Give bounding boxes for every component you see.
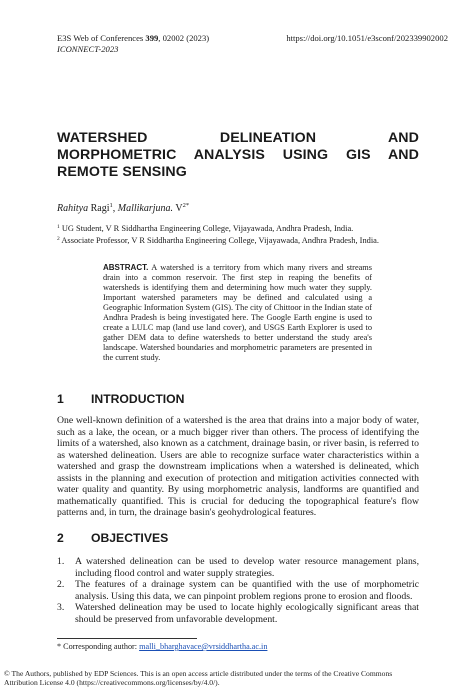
journal-info — [57, 33, 209, 55]
affiliation-1: $^1$ UG Student, V R Siddhartha Engineering College, Vijayawada, Andhra Pradesh, India. — [57, 224, 354, 233]
abstract — [103, 263, 372, 363]
section-heading-objectives: 2 OBJECTIVES — [57, 531, 169, 545]
title-line-2: MORPHOMETRIC ANALYSIS USING GIS AND — [57, 147, 419, 163]
paper-title — [57, 130, 419, 181]
list-item: 3. Watershed delineation may be used to locate highly ecologically significant areas that should be preserved from unfavorable development. — [57, 602, 419, 625]
license-notice — [0, 669, 474, 688]
volume-number: 399 — [145, 33, 159, 43]
affiliations — [57, 222, 379, 247]
abstract-label: ABSTRACT. — [103, 263, 149, 272]
license-line-2: Attribution License 4.0 (https://creativecommons.org/licenses/by/4.0/). — [4, 678, 220, 688]
license-line-1: © The Authors, published by EDP Sciences. This is an open access article distributed under the terms of the Creative Commons — [4, 669, 393, 678]
affiliation-2: $^2$ Associate Professor, V R Siddhartha Engineering College, Vijayawada, Andhra Pradesh, India. — [57, 236, 379, 246]
list-item: 2. The features of a drainage system can be quantified with the use of morphometric analysis. Using this data, we can pinpoint problem regions prone to erosion and floods. — [57, 579, 419, 602]
title-line-3: REMOTE SENSING — [57, 164, 187, 180]
footnote-divider — [57, 638, 197, 639]
section-heading-introduction: 1 INTRODUCTION — [57, 392, 185, 406]
objectives-list — [57, 556, 419, 625]
corresponding-author-footnote: * Corresponding author: malli_bharghavace@vrsiddhartha.ac.in — [57, 642, 268, 651]
author-list: Rahitya Ragi$^1$, Mallikarjuna. $V^{2*}$ — [57, 202, 190, 214]
doi-link[interactable]: https://doi.org/10.1051/e3sconf/202339902002 — [286, 33, 448, 43]
author-email-link[interactable]: malli_bharghavace@vrsiddhartha.ac.in — [139, 642, 268, 651]
conference-name: ICONNECT-2023 — [57, 44, 119, 54]
abstract-text: A watershed is a territory from which many rivers and streams drain into a common reservoir. The first step in reaping the benefits of watersheds is identifying them and determining how much water they supply. Important watershed parameters may be defined and calculated using a Geographic Information System (GIS). The city of Chittoor in the Indian state of Andhra Pradesh is being investigated here. The Google Earth engine is used to create a LULC map (land use land cover), and USGS Earth Explorer is used to gather DEM data to define watersheds to better understand the study area's landscape. Watershed boundaries and morphometric parameters are presented in the current study. — [103, 263, 372, 362]
introduction-paragraph: One well-known definition of a watershed is the area that drains into a major body of water, such as a lake, the ocean, or a much bigger river than others. The process of identifying the limits of a watershed, also known as a catchment, drainage basin, or river basin, is referred to as watershed delineation. Users are able to recognize surface water characteristics within a watershed and grasp the downstream implications when a watershed is delineated, which assists in the planning and execution of protection and mitigation activities connected with water quality and quantity. By using morphometric analysis, landforms are quantified and mathematically quantified. This is crucial for deducing the topographical feature's flow patterns and, in turn, the drainage basin's geohydrological features. — [57, 415, 419, 518]
title-line-1: WATERSHED DELINEATION AND — [57, 130, 419, 146]
list-item: 1. A watershed delineation can be used to develop water resource management plans, including flood control and water supply strategies. — [57, 556, 419, 579]
journal-citation: E3S Web of Conferences 399, 02002 (2023) — [57, 33, 210, 43]
